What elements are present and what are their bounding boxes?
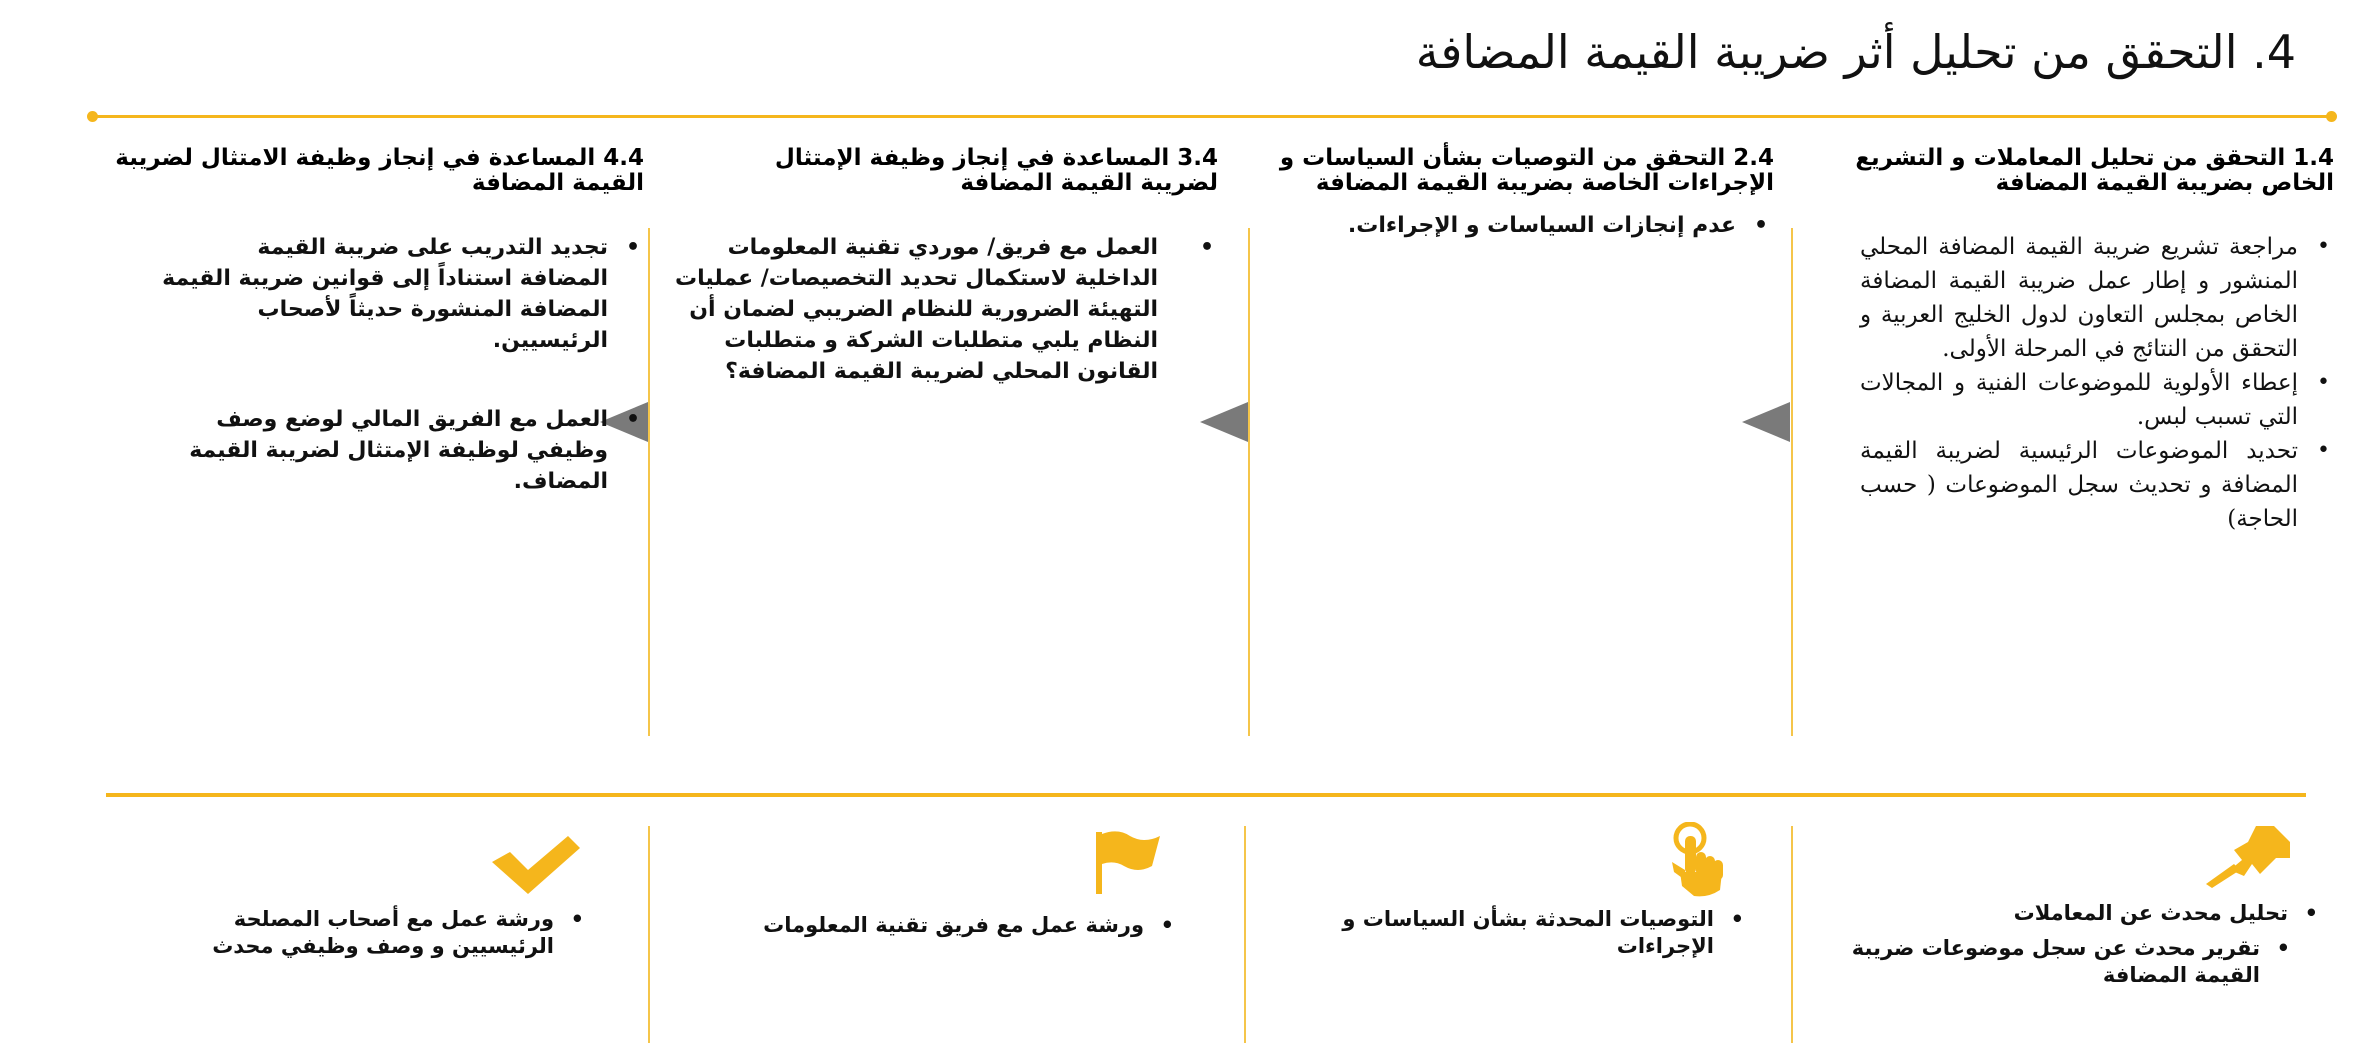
phase-heading-2: 2.4 التحقق من التوصيات بشأن السياسات و الإجراءات الخاصة بضريبة القيمة المضافة bbox=[1279, 145, 1774, 196]
flow-arrow-icon bbox=[1200, 402, 1248, 442]
phase-column-3 bbox=[656, 146, 1218, 387]
list-item: • إعطاء الأولوية للموضوعات الفنية و المجالات التي تسبب لبس. bbox=[1860, 366, 2334, 434]
pushpin-icon bbox=[2200, 820, 2296, 890]
phase-heading-3: 3.4 المساعدة في إنجاز وظيفة الإمتثال لضريبة القيمة المضافة bbox=[774, 145, 1218, 196]
column-separator bbox=[1244, 826, 1246, 1043]
list-item: • ورشة عمل مع فريق تقنية المعلومات bbox=[700, 912, 1180, 939]
column-separator bbox=[648, 228, 650, 736]
flag-icon bbox=[1088, 826, 1168, 896]
deliverable-2 bbox=[1290, 906, 1750, 968]
checkmark-icon bbox=[488, 832, 584, 896]
list-item: • تحليل محدث عن المعاملات bbox=[1820, 900, 2324, 927]
divider-dot-right bbox=[2326, 111, 2337, 122]
flow-arrow-icon bbox=[1742, 402, 1790, 442]
hand-pointer-icon bbox=[1658, 822, 1728, 898]
deliverable-4 bbox=[140, 906, 590, 968]
middle-divider bbox=[106, 793, 2306, 797]
list-item: • تجديد التدريب على ضريبة القيمة المضافة استناداً إلى قوانين ضريبة القيمة المضافة المنشورة حديثاً لأصحاب الرئيسيين. bbox=[162, 232, 644, 356]
phase-column-1 bbox=[1830, 146, 2334, 536]
phase-heading-4: 4.4 المساعدة في إنجاز وظيفة الامتثال لضريبة القيمة المضافة bbox=[115, 145, 644, 196]
deliverable-1 bbox=[1820, 900, 2324, 997]
list-item: • العمل مع الفريق المالي لوضع وصف وظيفي لوظيفة الإمتثال لضريبة القيمة المضاف. bbox=[162, 404, 644, 497]
list-item: • ورشة عمل مع أصحاب المصلحة الرئيسيين و وصف وظيفي محدث bbox=[154, 906, 590, 960]
column-separator bbox=[1248, 228, 1250, 736]
column-separator bbox=[648, 826, 650, 1043]
page-title: 4. التحقق من تحليل أثر ضريبة القيمة المضافة bbox=[1415, 25, 2296, 79]
list-item: • عدم إنجازات السياسات و الإجراءات. bbox=[1250, 210, 1772, 241]
list-item: • التوصيات المحدثة بشأن السياسات و الإجراءات bbox=[1334, 906, 1750, 960]
list-item: • مراجعة تشريع ضريبة القيمة المضافة المحلي المنشور و إطار عمل ضريبة القيمة المضافة الخاص بمجلس التعاون لدول الخليج العربية و التحقق من النتائج في المرحلة الأولى. bbox=[1860, 230, 2334, 366]
list-item: • تقرير محدث عن سجل موضوعات ضريبة القيمة المضافة bbox=[1820, 935, 2296, 989]
phase-heading-1: 1.4 التحقق من تحليل المعاملات و التشريع الخاص بضريبة القيمة المضافة bbox=[1855, 145, 2334, 196]
list-item: • العمل مع فريق/ موردي تقنية المعلومات الداخلية لاستكمال تحديد التخصيصات/ عمليات التهيئة الضرورية للنظام الضريبي لضمان أن النظام يلبي متطلبات الشركة و متطلبات القانون المحلي لضريبة القيمة المضافة؟ bbox=[666, 232, 1218, 387]
column-separator bbox=[1791, 826, 1793, 1043]
divider-dot-left bbox=[87, 111, 98, 122]
column-separator bbox=[1791, 228, 1793, 736]
phase-column-4 bbox=[112, 146, 644, 497]
deliverable-3 bbox=[700, 912, 1180, 947]
phase-column-2 bbox=[1250, 146, 1774, 241]
top-divider bbox=[92, 115, 2332, 118]
list-item: • تحديد الموضوعات الرئيسية لضريبة القيمة المضافة و تحديث سجل الموضوعات ( حسب الحاجة) bbox=[1860, 434, 2334, 536]
